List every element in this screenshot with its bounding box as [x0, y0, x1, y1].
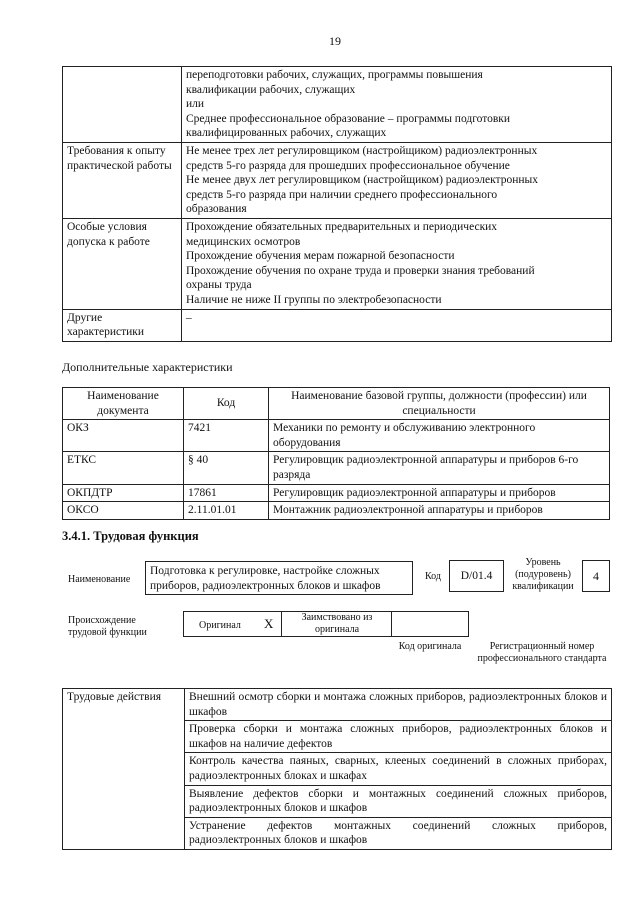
header-document: Наименование документа [63, 388, 184, 420]
page-number: 19 [329, 34, 341, 48]
function-name-box [145, 561, 413, 595]
text-line: средств 5-го разряда при наличии среднего профессионального [186, 188, 498, 201]
cell-name: Регулировщик радиоэлектронной аппаратуры и приборов [269, 484, 610, 502]
qualification-level-box: 4 [582, 560, 610, 592]
name-label: Наименование [68, 574, 131, 585]
cell-name: Регулировщик радиоэлектронной аппаратуры и приборов 6-го разряда [269, 452, 610, 484]
cell-code: 17861 [184, 484, 269, 502]
cell-document: ОКПДТР [63, 484, 184, 502]
table-header-row [63, 388, 610, 420]
text-line: медицинских осмотров [186, 235, 301, 248]
text-line: квалификации рабочих, служащих [186, 83, 356, 96]
text-line: средств 5-го разряда для прошедших профессиональное обучение [186, 159, 510, 172]
table-row [63, 689, 612, 721]
row-label: Особые условия допуска к работе [63, 218, 182, 309]
text-line: переподготовки рабочих, служащих, программы повышения [186, 69, 483, 81]
action-item: Выявление дефектов сборки и монтажных соединений сложных приборов, радиоэлектронных блоков и шкафов [185, 785, 612, 817]
code-original-label: Код оригинала [398, 641, 462, 652]
cell-document: ОКСО [63, 502, 184, 520]
row-content [182, 142, 612, 218]
row-label: Другие характеристики [63, 309, 182, 341]
text-line: Не менее трех лет регулировщиком (настройщиком) радиоэлектронных [186, 144, 538, 157]
table-row [63, 218, 612, 309]
cell-name: Монтажник радиоэлектронной аппаратуры и приборов [269, 502, 610, 520]
additional-characteristics-title: Дополнительные характеристики [62, 360, 233, 374]
text-line: – [186, 311, 192, 324]
text-line: Наличие не ниже II группы по электробезопасности [186, 293, 442, 306]
table-row [63, 452, 610, 484]
table-row [63, 142, 612, 218]
text-line: Не менее двух лет регулировщиком (настройщиком) радиоэлектронных [186, 174, 538, 187]
row-content [182, 309, 612, 341]
additional-characteristics-table [62, 387, 610, 520]
text-line: Прохождение обязательных предварительных и периодических [186, 220, 498, 233]
row-label: Требования к опыту практической работы [63, 142, 182, 218]
origin-box [183, 611, 469, 637]
cell-document: ОКЗ [63, 420, 184, 452]
cell-name: Механики по ремонту и обслуживанию электронного оборудования [269, 420, 610, 452]
section-title: 3.4.1. Трудовая функция [62, 529, 199, 543]
borrowed-label: Заимствовано из оригинала [301, 612, 373, 635]
text-line: охраны труда [186, 279, 252, 292]
row-label [63, 67, 182, 143]
cell-code: § 40 [184, 452, 269, 484]
registration-number-label: Регистрационный номер профессионального стандарта [477, 641, 607, 664]
table-row [63, 67, 612, 143]
action-item: Проверка сборки и монтажа сложных приборов, радиоэлектронных блоков и шкафов на наличие дефектов [185, 721, 612, 753]
row-content [182, 218, 612, 309]
table-row [63, 502, 610, 520]
text-line: Прохождение обучения мерам пожарной безопасности [186, 250, 455, 263]
text-line: образования [186, 203, 247, 216]
qualification-requirements-table [62, 66, 612, 342]
table-row [63, 484, 610, 502]
code-label: Код [425, 571, 441, 582]
header-group-name: Наименование базовой группы, должности (профессии) или специальности [269, 388, 610, 420]
action-item: Внешний осмотр сборки и монтажа сложных приборов, радиоэлектронных блоков и шкафов [185, 689, 612, 721]
cell-code: 7421 [184, 420, 269, 452]
table-row [63, 420, 610, 452]
text-line: или [186, 98, 205, 111]
original-label: Оригинал [199, 620, 241, 631]
original-checkmark: X [264, 616, 274, 631]
row-content [182, 67, 612, 143]
code-box: D/01.4 [449, 560, 504, 592]
qualification-level-label: Уровень (подуровень) квалификации [512, 557, 574, 592]
cell-document: ЕТКС [63, 452, 184, 484]
text-line: квалифицированных рабочих, служащих [186, 127, 387, 140]
cell-code: 2.11.01.01 [184, 502, 269, 520]
origin-label: Происхождение трудовой функции [68, 615, 147, 638]
actions-label: Трудовые действия [63, 689, 185, 850]
table-row [63, 309, 612, 341]
function-name: Подготовка к регулировке, настройке сложных приборов, радиоэлектронных блоков и шкафов [150, 565, 381, 592]
header-code: Код [184, 388, 269, 420]
action-item: Контроль качества паяных, сварных, клееных соединений в сложных приборах, радиоэлектронных блоках и шкафах [185, 753, 612, 785]
action-item: Устранение дефектов монтажных соединений сложных приборов, радиоэлектронных блоков и шкафов [185, 817, 612, 849]
text-line: Среднее профессиональное образование – программы подготовки [186, 112, 511, 125]
work-actions-table [62, 688, 612, 850]
text-line: Прохождение обучения по охране труда и проверки знания требований [186, 264, 535, 277]
